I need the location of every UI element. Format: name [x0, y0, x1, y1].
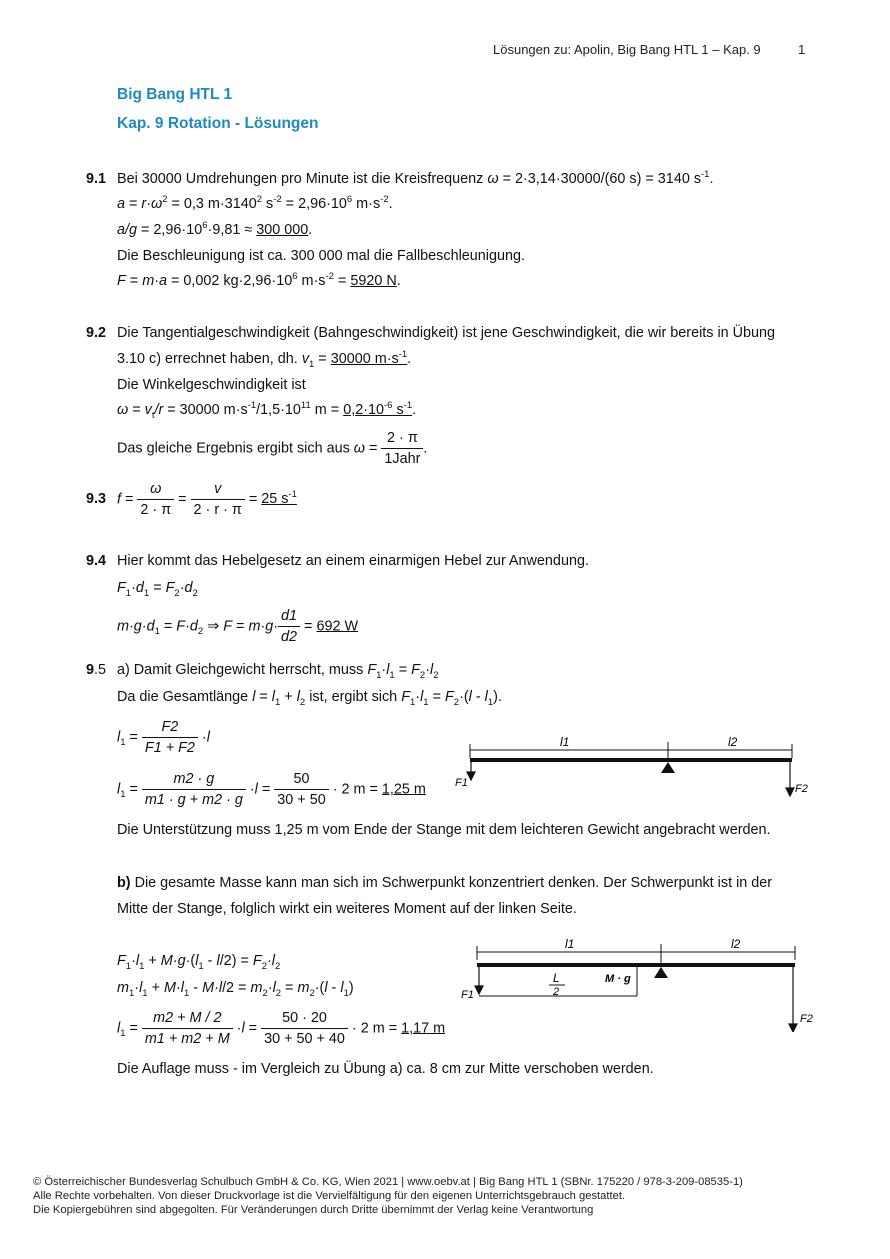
fraction-m2-plus-halfM: $\frac{m2 + M / 2}{m1 + m2 + M}$	[142, 1008, 233, 1049]
s92-line-1: Die Tangentialgeschwindigkeit (Bahngeschwindigkeit) ist jene Geschwindigkeit, die wir bereits in Übung	[117, 325, 776, 341]
lever-bar	[477, 963, 795, 967]
s95-b-line-3: Die Auflage muss - im Vergleich zu Übung a) ca. 8 cm zur Mitte verschoben werden.	[117, 1061, 654, 1077]
running-title: Lösungen zu: Apolin, Big Bang HTL 1 – Kap. 9	[493, 42, 761, 57]
label-half-den: 2	[553, 986, 560, 998]
force-arrow-f2	[786, 762, 794, 796]
force-arrow-f2	[789, 967, 797, 1032]
s93-formula: f = $\frac{\omega}{2 \cdot \pi}$ = $\frac{v}{2 \cdot r \cdot \pi}$ = 25 $s^{-1}$	[117, 481, 297, 518]
label-mg: M · g	[605, 973, 631, 985]
label-l1: l1	[565, 937, 575, 951]
fulcrum-triangle	[654, 967, 668, 978]
s94-line-1: Hier kommt das Hebelgesetz an einem einarmigen Hebel zur Anwendung.	[117, 553, 589, 569]
fraction-v-2rpi: $\frac{v}{2 \cdot r \cdot \pi}$	[191, 479, 245, 520]
s95-b-line-1: b) Die gesamte Masse kann man sich im Schwerpunkt konzentriert denken. Der Schwerpunkt ist in der	[117, 875, 773, 891]
force-arrow-f1	[475, 967, 483, 994]
label-l2: l2	[731, 937, 741, 951]
s94-line-3: $m\cdot g\cdot d_1 = F\cdot d_2$ ⇒ F = m·g· $\frac{d1}{d2}$ = 692 W	[117, 608, 359, 645]
fraction-m2g-over-sum: $\frac{m2 \cdot g}{m1 \cdot g + m2 \cdot g}$	[142, 769, 246, 810]
s95-b-eq-1: $F_1\cdot l_1 + M\cdot g\cdot(l_1 - l/2) = F_2\cdot l_2$	[117, 953, 281, 972]
s95-a-line-2: Da die Gesamtlänge $l = l_1 + l_2$ ist, ergibt sich $F_1\cdot l_1 = F_2\cdot(l - l_1)$.	[117, 689, 502, 708]
s95-a-eq-2: $l_1$ = $\frac{m2 \cdot g}{m1 \cdot g + m2 \cdot g}$ ·l = $\frac{50}{30 + 50}$ · 2 m = 1,25 m	[117, 771, 426, 808]
force-arrow-f1	[467, 762, 475, 780]
label-l1: l1	[560, 735, 570, 749]
exercise-number-9-4: 9.4	[86, 553, 107, 569]
page-number: 1	[798, 42, 806, 57]
fraction-50-over-80: $\frac{50}{30 + 50}$	[274, 769, 328, 810]
exercise-number-9-3: 9.3	[86, 491, 107, 507]
footer-line-3: Die Kopiergebühren sind abgegolten. Für Veränderungen durch Dritte übernimmt der Verlag keine Verantwortung	[33, 1204, 594, 1216]
s95-a-line-1: a) Damit Gleichgewicht herrscht, muss $F_1\cdot l_1 = F_2\cdot l_2$	[117, 662, 439, 681]
label-l2: l2	[728, 735, 738, 749]
exercise-number-9-2: 9.2	[86, 325, 107, 341]
s91-line-1: Bei 30000 Umdrehungen pro Minute ist die Kreisfrequenz ω = 2·3,14·30000/(60 s) = 3140 $s^{-1}$.	[117, 169, 714, 187]
s91-line-3: $a/g = 2,96\cdot 10^6\cdot 9,81 \approx 300$ 000.	[117, 220, 313, 238]
s92-line-4: $\omega = v_t/r = 30000$ $m\cdot s^{-1}/1,5\cdot 10^{11}$ $m = 0,2\cdot 10^{-6}$ $s^{-1}$.	[117, 400, 417, 421]
running-header	[493, 42, 761, 57]
label-f2: F2	[800, 1013, 813, 1025]
s95-b-eq-3: $l_1$ = $\frac{m2 + M / 2}{m1 + m2 + M}$ ·l = $\frac{50 \cdot 20}{30 + 50 + 40}$ · 2 m = 1,17 m	[117, 1010, 446, 1047]
exercise-number-9-1: 9.1	[86, 171, 107, 187]
fulcrum-triangle	[661, 762, 675, 773]
fraction-1000-over-120: $\frac{50 \cdot 20}{30 + 50 + 40}$	[261, 1008, 348, 1049]
s95-a-line-3: Die Unterstützung muss 1,25 m vom Ende der Stange mit dem leichteren Gewicht angebracht werden.	[117, 822, 771, 838]
fraction-omega-2pi: $\frac{\omega}{2 \cdot \pi}$	[137, 479, 174, 520]
s91-line-4: Die Beschleunigung ist ca. 300 000 mal die Fallbeschleunigung.	[117, 248, 525, 264]
s91-line-5: F = m·a = 0,002 $kg\cdot 2,96\cdot 10^6$ $m\cdot s^{-2} = 5920$ N.	[117, 271, 401, 289]
s95-a-eq-1: $l_1$ = $\frac{F2}{F1 + F2}$ ·l	[117, 719, 210, 756]
lever-diagram-a	[448, 730, 820, 802]
book-title: Big Bang HTL 1	[117, 86, 233, 103]
lever-diagram-b	[455, 936, 823, 1032]
exercise-number-9-5: 9.5	[86, 662, 107, 678]
label-half-num: L	[553, 971, 560, 985]
footer-line-1: © Österreichischer Bundesverlag Schulbuch GmbH & Co. KG, Wien 2021 | www.oebv.at | Big Bang HTL 1 (SBNr. 175220 / 978-3-209-08535-1)	[33, 1176, 743, 1188]
footer-line-2: Alle Rechte vorbehalten. Von dieser Druckvorlage ist die Vervielfältigung für den eigenen Unterrichtsgebrauch gestattet.	[33, 1190, 626, 1202]
label-f1: F1	[455, 777, 468, 789]
s92-line-2: 3.10 c) errechnet haben, dh. $v_1 = 30000$ $m\cdot s^{-1}$.	[117, 349, 412, 370]
fraction-2pi-per-year: $\frac{2 \cdot \pi}{\text{1Jahr}}$	[381, 428, 423, 469]
lever-bar	[470, 758, 792, 762]
s92-line-3: Die Winkelgeschwindigkeit ist	[117, 377, 306, 393]
label-f1: F1	[461, 989, 474, 1001]
s95-b-line-2: Mitte der Stange, folglich wirkt ein weiteres Moment auf der linken Seite.	[117, 901, 577, 917]
fraction-f2-over-sum: $\frac{F2}{F1 + F2}$	[142, 717, 198, 758]
s91-line-2: $a = r\cdot\omega^2 = 0,3$ $m\cdot 3140^2$ $s^{-2} = 2,96\cdot 10^6$ $m\cdot s^{-2}$.	[117, 194, 393, 212]
label-f2: F2	[795, 783, 808, 795]
chapter-title: Kap. 9 Rotation - Lösungen	[117, 115, 319, 132]
fraction-d1-d2: $\frac{d1}{d2}$	[278, 606, 300, 647]
s95-b-eq-2: $m_1\cdot l_1 + M\cdot l_1 - M\cdot l/2 = m_2\cdot l_2 = m_2\cdot(l - l_1)$	[117, 980, 354, 999]
dimension-line-top	[477, 944, 795, 964]
s94-line-2: $F_1\cdot d_1 = F_2\cdot d_2$	[117, 580, 198, 599]
s92-line-5: Das gleiche Ergebnis ergibt sich aus ω = $\frac{2 \cdot \pi}{\text{1Jahr}}$ .	[117, 430, 428, 467]
